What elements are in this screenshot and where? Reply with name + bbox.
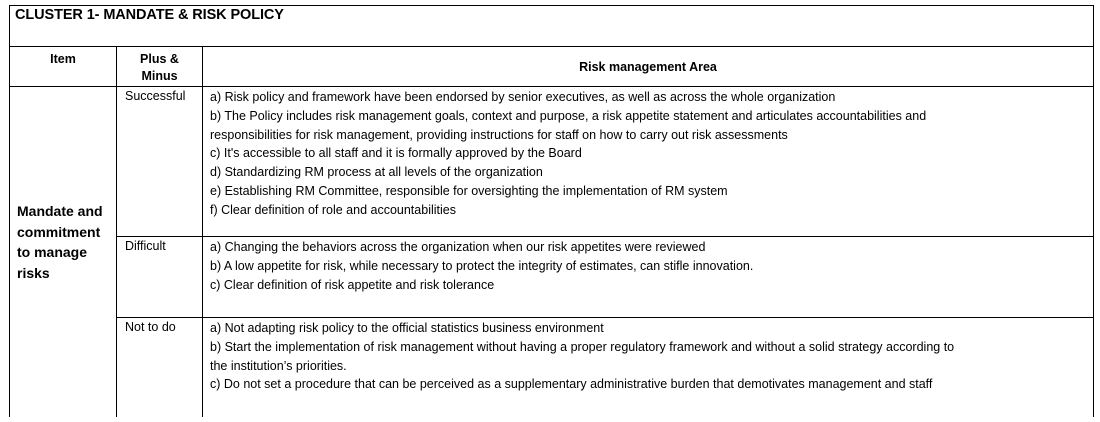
successful-list xyxy=(210,88,926,220)
difficult-list xyxy=(210,238,753,294)
row-divider-1 xyxy=(116,236,1094,237)
list-item: a) Not adapting risk policy to the official statistics business environment xyxy=(210,321,604,335)
category-difficult: Difficult xyxy=(125,239,166,253)
list-item: a) Changing the behaviors across the organization when our risk appetites were reviewed xyxy=(210,240,706,254)
header-plus-minus-line2: Minus xyxy=(141,69,178,83)
item-label: Mandate and commitment to manage risks xyxy=(17,203,103,281)
list-item: f) Clear definition of role and accountabilities xyxy=(210,202,456,217)
not-to-do-list xyxy=(210,319,954,394)
list-item: c) Do not set a procedure that can be perceived as a supplementary administrative burden that demotivates management and staff xyxy=(210,377,933,392)
row-divider-2 xyxy=(116,317,1094,318)
table-border-top xyxy=(9,5,1094,6)
list-item: a) Risk policy and framework have been endorsed by senior executives, as well as across the whole organization xyxy=(210,90,836,104)
cluster-title: CLUSTER 1- MANDATE & RISK POLICY xyxy=(15,7,284,23)
list-item: c) It's accessible to all staff and it is formally approved by the Board xyxy=(210,146,582,161)
header-item: Item xyxy=(50,52,76,66)
column-divider-2 xyxy=(202,46,203,417)
list-item: b) A low appetite for risk, while necessary to protect the integrity of estimates, can stifle innovation. xyxy=(210,258,754,273)
list-item: responsibilities for risk management, providing instructions for staff on how to carry out risk assessments xyxy=(210,127,788,142)
list-item: e) Establishing RM Committee, responsible for oversighting the implementation of RM system xyxy=(210,183,728,198)
header-divider xyxy=(9,86,1094,87)
table-border-right xyxy=(1093,5,1094,417)
list-item: d) Standardizing RM process at all levels of the organization xyxy=(210,165,543,180)
list-item: c) Clear definition of risk appetite and risk tolerance xyxy=(210,277,495,292)
header-plus-minus xyxy=(117,51,202,85)
title-divider xyxy=(9,46,1094,47)
category-not-to-do: Not to do xyxy=(125,320,176,334)
list-item: b) The Policy includes risk management goals, context and purpose, a risk appetite statement and articulates accountabilities and xyxy=(210,108,927,123)
list-item: the institution’s priorities. xyxy=(210,358,347,373)
list-item: b) Start the implementation of risk management without having a proper regulatory framework and without a solid strategy according to xyxy=(210,339,955,354)
header-plus-minus-line1: Plus & xyxy=(140,52,179,66)
column-divider-1 xyxy=(116,46,117,417)
header-risk-area: Risk management Area xyxy=(579,60,717,74)
category-successful: Successful xyxy=(125,89,186,103)
